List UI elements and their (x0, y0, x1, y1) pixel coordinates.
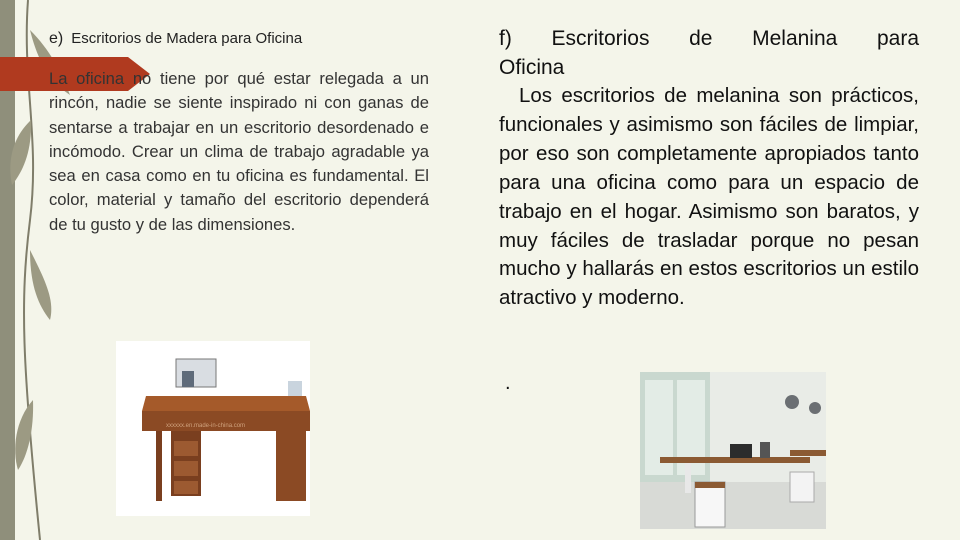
wooden-desk-illustration (116, 341, 310, 516)
right-heading-line1: f) Escritorios de Melanina para (499, 27, 919, 50)
right-paragraph (499, 82, 919, 313)
right-heading-line2: Oficina (499, 56, 565, 79)
left-paragraph: La oficina no tiene por qué estar relegada a un rincón, nadie se siente inspirado ni con ganas de sentarse a trabajar en un escritorio desordenado e incómodo. Crear un clima de trabajo agradable ya sea en casa como en tu oficina es fundamental. El color, material y tamaño del escritorio dependerá de tu gusto y de las dimensiones. (49, 69, 429, 234)
image-watermark: xxxxxx.en.made-in-china.com (166, 423, 246, 429)
melamine-office-image (640, 372, 826, 529)
trailing-dot: . (505, 372, 511, 394)
left-heading-text: Escritorios de Madera para Oficina (71, 30, 303, 47)
right-paragraph-text: Los escritorios de melanina son prácticos, funcionales y asimismo son fáciles de limpiar, por eso son completamente apropiados tanto para una oficina como para un espacio de trabajo en el hogar. Asimismo son baratos, y muy fáciles de trasladar porque no pesan mucho y hallarás en estos escritorios un estilo atractivo y moderno. (499, 84, 919, 310)
left-heading-letter: e) (49, 30, 64, 47)
melamine-office-illustration (640, 372, 826, 529)
wooden-desk-image (116, 341, 310, 516)
left-heading (49, 30, 302, 48)
right-heading (499, 24, 919, 82)
